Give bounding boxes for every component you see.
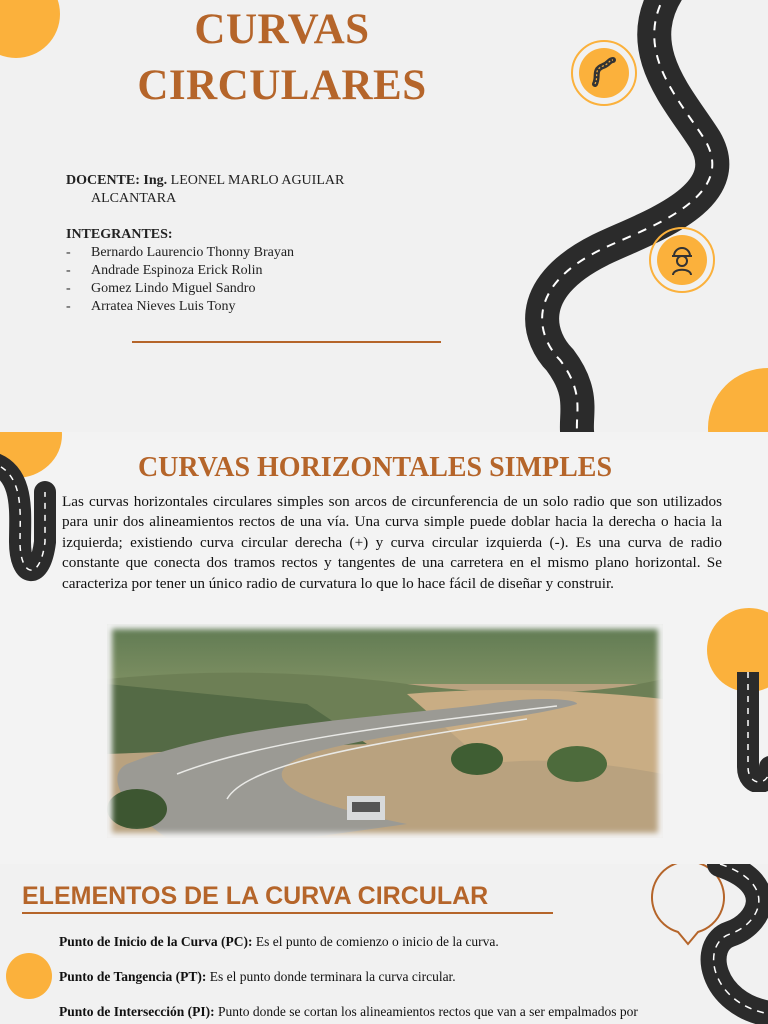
docente-title: Ing. bbox=[143, 173, 168, 188]
docente-label: DOCENTE: bbox=[66, 173, 140, 188]
bullet: - bbox=[66, 263, 71, 278]
definition-desc: Punto donde se cortan los alineamientos rectos que van a ser empalmados por bbox=[214, 1004, 638, 1019]
bullet: - bbox=[66, 245, 71, 260]
integrantes-block bbox=[66, 226, 294, 316]
slide-title bbox=[0, 0, 768, 432]
integrantes-label: INTEGRANTES: bbox=[66, 227, 173, 242]
integrante-name: Arratea Nieves Luis Tony bbox=[91, 299, 236, 314]
definition-term: Punto de Tangencia (PT): bbox=[59, 969, 207, 984]
definition-pc bbox=[59, 934, 499, 950]
integrante-item bbox=[66, 244, 294, 262]
road-graphic-right bbox=[700, 864, 768, 1024]
slide-horizontal-curves bbox=[0, 432, 768, 864]
decor-circle-left bbox=[6, 953, 52, 999]
section-heading: ELEMENTOS DE LA CURVA CIRCULAR bbox=[22, 882, 489, 910]
engineer-icon bbox=[657, 235, 707, 285]
road-graphic-right bbox=[730, 672, 768, 792]
docente-block bbox=[66, 172, 344, 208]
highway-curve-photo bbox=[107, 624, 663, 838]
docente-name-line1: LEONEL MARLO AGUILAR bbox=[170, 173, 345, 188]
section-heading: CURVAS HORIZONTALES SIMPLES bbox=[137, 452, 613, 483]
integrante-name: Andrade Espinoza Erick Rolin bbox=[91, 263, 263, 278]
definition-pt bbox=[59, 969, 456, 985]
title-divider bbox=[132, 341, 441, 343]
road-icon bbox=[579, 48, 629, 98]
heading-underline bbox=[22, 912, 553, 914]
engineer-icon-badge bbox=[649, 227, 715, 293]
definition-desc: Es el punto donde terminara la curva circular. bbox=[206, 969, 456, 984]
integrante-name: Bernardo Laurencio Thonny Brayan bbox=[91, 245, 295, 260]
docente-name-line2: ALCANTARA bbox=[91, 191, 177, 206]
integrante-item bbox=[66, 298, 294, 316]
bullet: - bbox=[66, 299, 71, 314]
definition-pi bbox=[59, 1004, 638, 1020]
integrante-name: Gomez Lindo Miguel Sandro bbox=[91, 281, 256, 296]
integrantes-list bbox=[66, 244, 294, 316]
main-title-line2: CIRCULARES bbox=[137, 62, 427, 109]
integrante-item bbox=[66, 280, 294, 298]
definition-desc: Es el punto de comienzo o inicio de la curva. bbox=[252, 934, 499, 949]
description-paragraph: Las curvas horizontales circulares simples son arcos de circunferencia de un solo radio que son utilizados para unir dos alineamientos rectos de una vía. Una curva simple puede doblar hacia la derecha o hacia la izquierda; existiendo curva circular derecha (+) y curva circular izquierda (-). Es una curva de radio constante que conecta dos tramos rectos y tangentes de una carretera en el mismo plano horizontal. Se caracteriza por tener un único radio de curvatura lo que lo hace fácil de diseñar y construir. bbox=[62, 493, 722, 592]
slide-elements bbox=[0, 864, 768, 1024]
main-title bbox=[122, 2, 442, 114]
definition-term: Punto de Inicio de la Curva (PC): bbox=[59, 934, 253, 949]
bullet: - bbox=[66, 281, 71, 296]
integrante-item bbox=[66, 262, 294, 280]
definition-term: Punto de Intersección (PI): bbox=[59, 1004, 215, 1019]
road-icon-badge bbox=[571, 40, 637, 106]
main-title-line1: CURVAS bbox=[194, 6, 370, 53]
